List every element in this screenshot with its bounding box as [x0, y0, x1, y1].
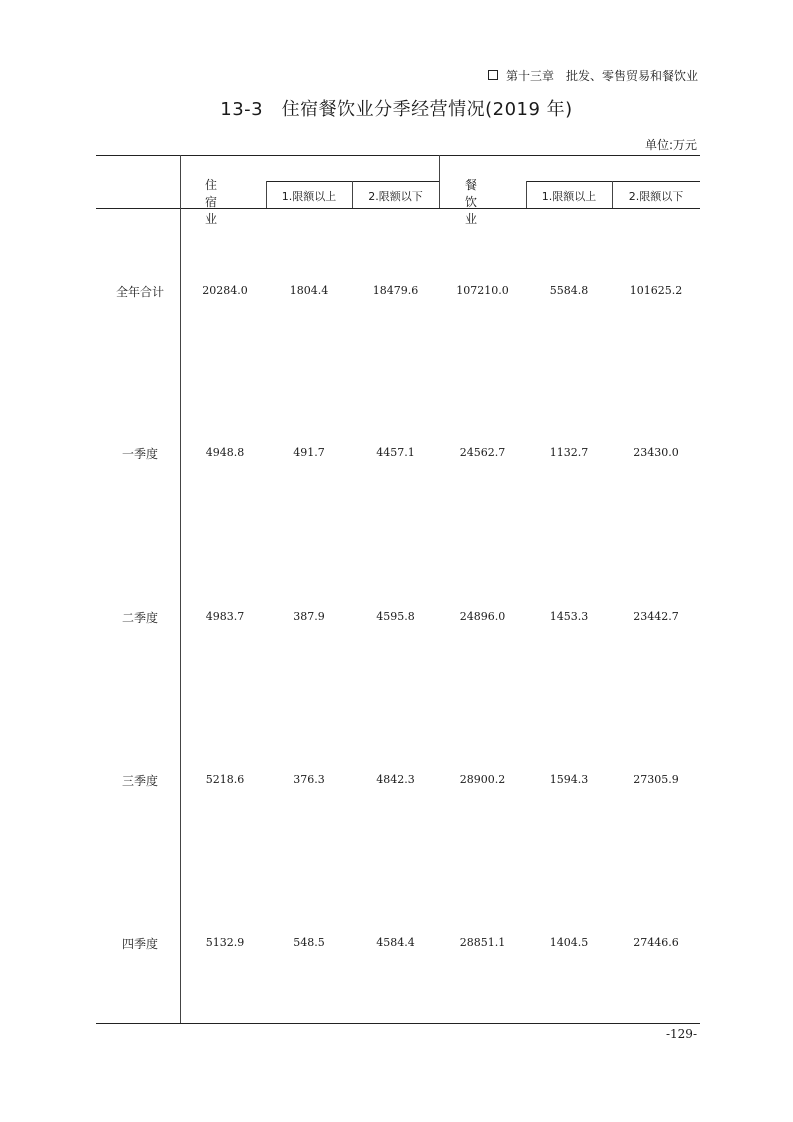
header-catering-below: 2.限额以下 [628, 190, 684, 203]
table-cell: 548.5 [293, 936, 325, 949]
table-cell: 5218.6 [205, 773, 245, 786]
table-cell: 101625.2 [629, 284, 683, 297]
row-label: 一季度 [121, 447, 158, 461]
table-cell: 27446.6 [633, 936, 679, 949]
row-label: 三季度 [121, 774, 158, 788]
table-cell: 387.9 [293, 610, 325, 623]
page-number: -129- [665, 1027, 697, 1041]
table-cell: 4842.3 [376, 773, 415, 786]
table-cell: 491.7 [293, 446, 325, 459]
table-cell: 23430.0 [633, 446, 679, 459]
table-cell: 28851.1 [459, 936, 506, 949]
table-cell: 27305.9 [633, 773, 679, 786]
table-cell: 107210.0 [456, 284, 509, 297]
header-catering: 餐饮业 [465, 178, 478, 226]
row-label: 二季度 [121, 611, 158, 625]
table-cell: 28900.2 [459, 773, 506, 786]
table-cell: 5132.9 [205, 936, 245, 949]
table-cell: 1594.3 [549, 773, 589, 786]
table-cell: 4584.4 [376, 936, 415, 949]
table-cell: 5584.8 [549, 284, 589, 297]
table-cell: 376.3 [293, 773, 325, 786]
header-divider-3 [439, 155, 440, 208]
table-bottom-rule [96, 1023, 700, 1024]
row-label: 全年合计 [115, 285, 164, 299]
header-catering-above: 1.限额以上 [541, 190, 597, 203]
square-icon [488, 70, 498, 80]
header-lodging: 住宿业 [205, 178, 218, 226]
header-lodging-below: 2.限额以下 [368, 190, 423, 203]
header-lodging-above: 1.限额以上 [281, 190, 337, 203]
table-cell: 1404.5 [549, 936, 589, 949]
table-cell: 4983.7 [205, 610, 245, 623]
running-head [488, 66, 708, 84]
page-title: 13-3 住宿餐饮业分季经营情况(2019 年) [220, 99, 573, 120]
running-head-text: 第十三章 批发、零售贸易和餐饮业 [506, 68, 699, 83]
stub-divider [180, 155, 181, 1023]
table-cell: 4948.8 [205, 446, 245, 459]
table-cell: 4595.8 [376, 610, 415, 623]
table-cell: 24562.7 [459, 446, 506, 459]
subheader-top-rule-catering [526, 181, 700, 182]
table-cell: 24896.0 [459, 610, 506, 623]
table-cell: 23442.7 [633, 610, 679, 623]
unit-label: 单位:万元 [644, 138, 697, 152]
row-label: 四季度 [121, 937, 158, 951]
table-cell: 4457.1 [376, 446, 415, 459]
header-bottom-rule [96, 208, 700, 209]
table-cell: 18479.6 [372, 284, 419, 297]
table-cell: 20284.0 [202, 284, 248, 297]
table-top-rule [96, 155, 700, 156]
table-cell: 1453.3 [549, 610, 589, 623]
table-cell: 1132.7 [549, 446, 589, 459]
table-cell: 1804.4 [289, 284, 329, 297]
